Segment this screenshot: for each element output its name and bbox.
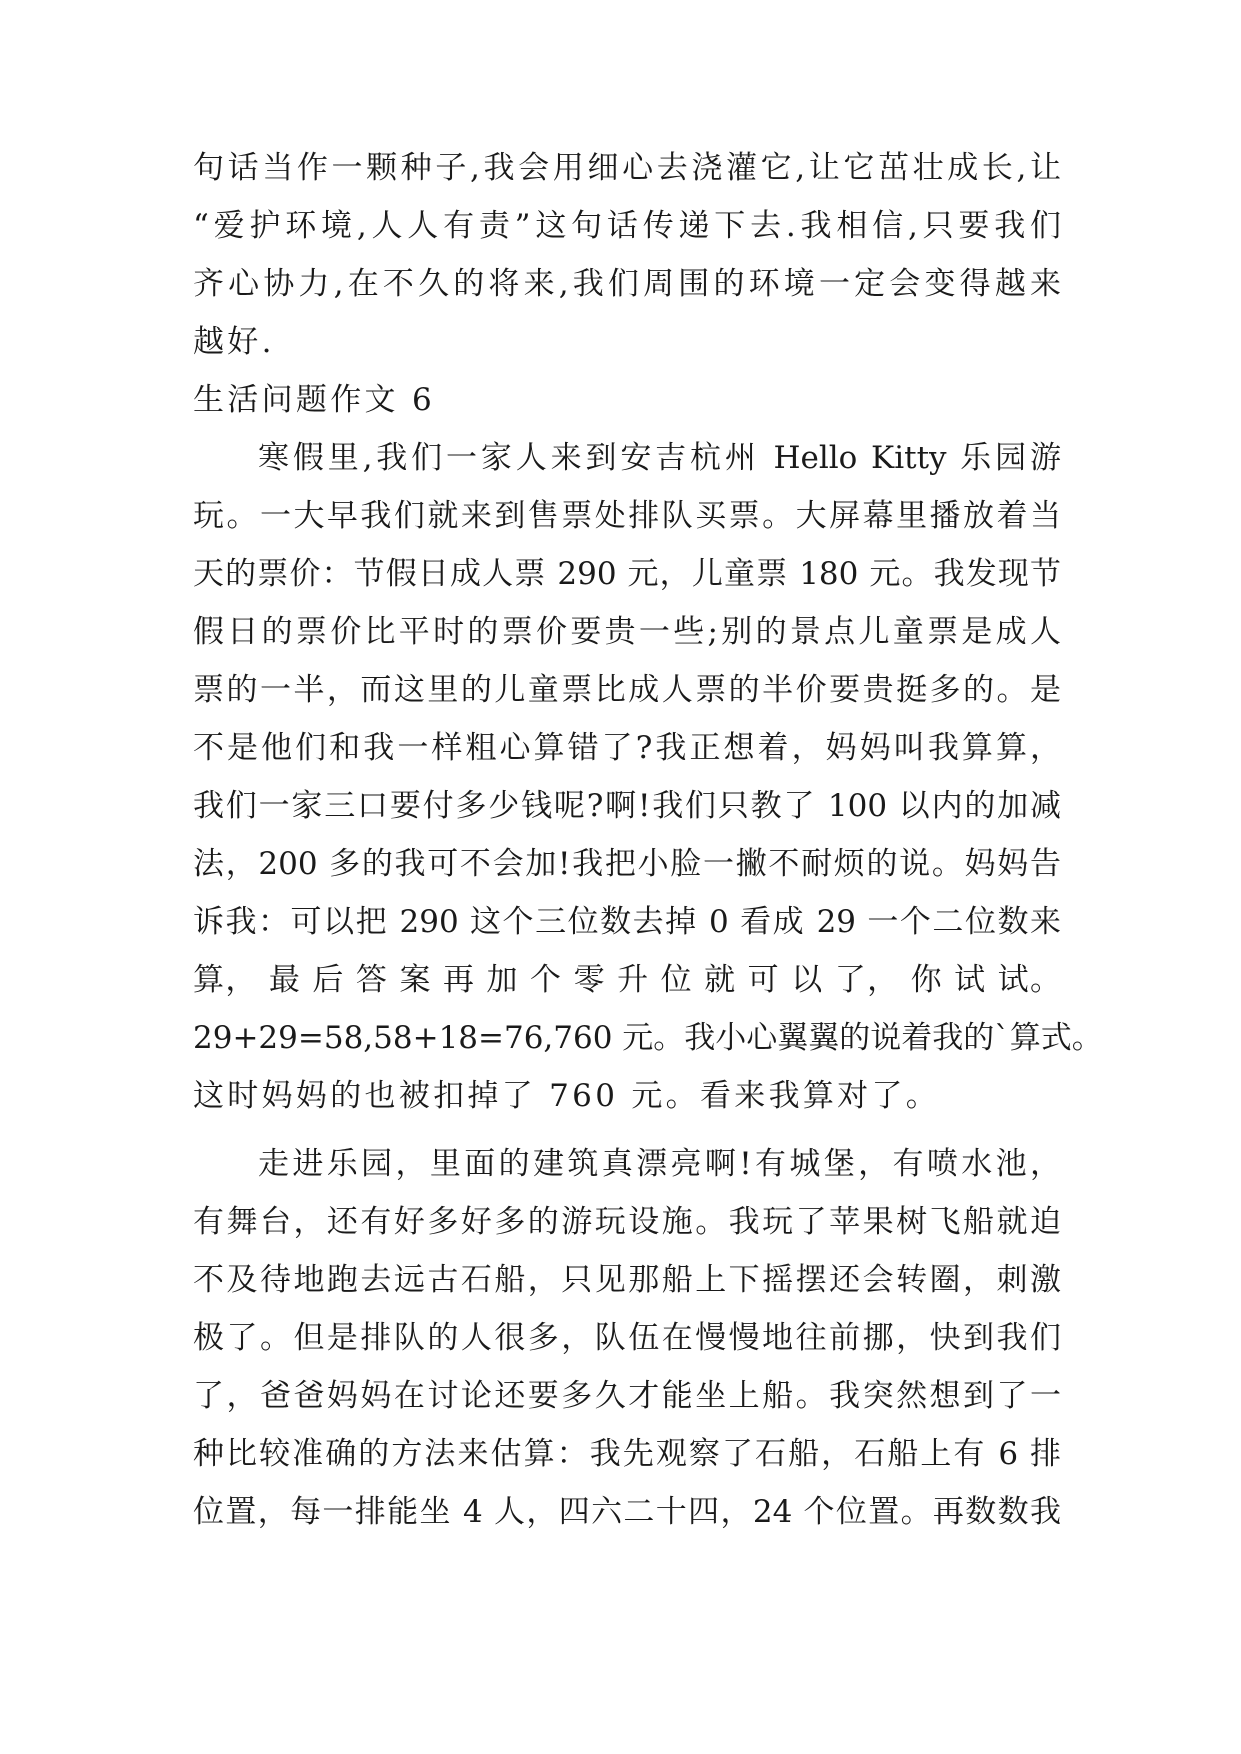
paragraph-line: 寒假里,我们一家人来到安吉杭州 Hello Kitty 乐园游 — [258, 440, 1061, 476]
paragraph-line: 走进乐园，里面的建筑真漂亮啊!有城堡，有喷水池， — [258, 1146, 1061, 1182]
paragraph-line: 29+29=58,58+18=76,760 元。我小心翼翼的说着我的`算式。 — [193, 1020, 1103, 1056]
section-heading: 生活问题作文 6 — [193, 382, 435, 418]
paragraph-line: 不及待地跑去远古石船，只见那船上下摇摆还会转圈，刺激 — [193, 1262, 1061, 1298]
paragraph-line: 算， 最 后 答 案 再 加 个 零 升 位 就 可 以 了， 你 试 试。 — [193, 962, 1061, 998]
paragraph-line: 诉我：可以把 290 这个三位数去掉 0 看成 29 一个二位数来 — [193, 904, 1061, 940]
paragraph-line: 不是他们和我一样粗心算错了?我正想着，妈妈叫我算算， — [193, 730, 1061, 766]
paragraph-line: 越好. — [193, 324, 275, 360]
paragraph-line: 这时妈妈的也被扣掉了 760 元。看来我算对了。 — [193, 1078, 941, 1114]
paragraph-line: 法，200 多的我可不会加!我把小脸一撇不耐烦的说。妈妈告 — [193, 846, 1061, 882]
paragraph-line: 种比较准确的方法来估算：我先观察了石船，石船上有 6 排 — [193, 1436, 1061, 1472]
paragraph-line: 极了。但是排队的人很多，队伍在慢慢地往前挪，快到我们 — [193, 1320, 1061, 1356]
paragraph-line: 我们一家三口要付多少钱呢?啊!我们只教了 100 以内的加减 — [193, 788, 1061, 824]
paragraph-line: 句话当作一颗种子,我会用细心去浇灌它,让它茁壮成长,让 — [193, 150, 1061, 186]
paragraph-line: 齐心协力,在不久的将来,我们周围的环境一定会变得越来 — [193, 266, 1061, 302]
paragraph-line: 位置，每一排能坐 4 人，四六二十四，24 个位置。再数数我 — [193, 1494, 1061, 1530]
paragraph-line: 票的一半，而这里的儿童票比成人票的半价要贵挺多的。是 — [193, 672, 1061, 708]
paragraph-line: 天的票价：节假日成人票 290 元，儿童票 180 元。我发现节 — [193, 556, 1061, 592]
paragraph-line: 假日的票价比平时的票价要贵一些;别的景点儿童票是成人 — [193, 614, 1061, 650]
paragraph-line: “爱护环境,人人有责”这句话传递下去.我相信,只要我们 — [193, 208, 1061, 244]
paragraph-line: 了，爸爸妈妈在讨论还要多久才能坐上船。我突然想到了一 — [193, 1378, 1061, 1414]
paragraph-line: 有舞台，还有好多好多的游玩设施。我玩了苹果树飞船就迫 — [193, 1204, 1061, 1240]
paragraph-line: 玩。一大早我们就来到售票处排队买票。大屏幕里播放着当 — [193, 498, 1061, 534]
